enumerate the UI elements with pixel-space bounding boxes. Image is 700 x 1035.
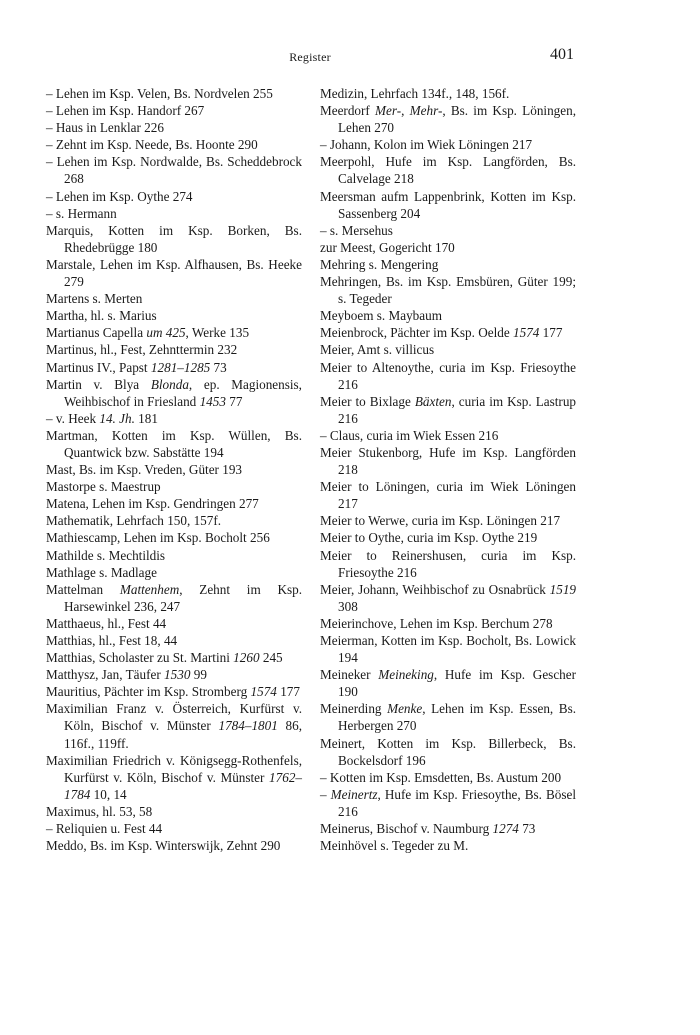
index-entry: – s. Mersehus (320, 222, 393, 238)
index-entry: Mastorpe s. Maestrup (46, 479, 161, 495)
index-entry: Meinert, Kotten im Ksp. Billerbeck, Bs. Bockelsdorf 196 (320, 735, 576, 768)
index-entry: Meier to Altenoythe, curia im Ksp. Friesoythe 216 (320, 359, 576, 392)
index-entry: Meerdorf Mer-, Mehr-, Bs. im Ksp. Löningen, Lehen 270 (320, 103, 577, 136)
index-entry: Maximilian Franz v. Österreich, Kurfürst v. Köln, Bischof v. Münster 1784–1801 86, 116f., 119ff. (46, 701, 303, 751)
index-entry: Martha, hl. s. Marius (46, 308, 157, 324)
index-entry: Meier to Bixlage Bäxten, curia im Ksp. Lastrup 216 (320, 393, 577, 426)
index-entry: Matthysz, Jan, Täufer 1530 99 (46, 667, 207, 683)
index-entry: Martens s. Merten (46, 291, 143, 307)
index-entry: Mathilde s. Mechtildis (46, 547, 166, 563)
index-entry: Martman, Kotten im Ksp. Wüllen, Bs. Quantwick bzw. Sabstätte 194 (46, 427, 302, 460)
index-entry: Meddo, Bs. im Ksp. Winterswijk, Zehnt 290 (46, 838, 281, 854)
index-entry: – Lehen im Ksp. Handorf 267 (46, 103, 205, 119)
index-entry: Mauritius, Pächter im Ksp. Stromberg 1574 177 (46, 684, 300, 700)
index-entry: Meinerding Menke, Lehen im Ksp. Essen, Bs. Herbergen 270 (320, 701, 576, 734)
index-entry: Mathematik, Lehrfach 150, 157f. (46, 513, 222, 529)
index-entry: Martinus IV., Papst 1281–1285 73 (46, 359, 227, 375)
index-entry: Mathiescamp, Lehen im Ksp. Bocholt 256 (46, 530, 270, 546)
index-entry: Mast, Bs. im Ksp. Vreden, Güter 193 (46, 462, 243, 478)
index-entry: Meier, Amt s. villicus (320, 342, 435, 358)
index-entry: Meienbrock, Pächter im Ksp. Oelde 1574 177 (320, 325, 563, 341)
index-entry: Meyboem s. Maybaum (320, 308, 442, 324)
running-head: Register (289, 50, 331, 64)
index-entry: Meier Stukenborg, Hufe im Ksp. Langförden 218 (320, 444, 576, 478)
index-entry: Martin v. Blya Blonda, ep. Magionensis, Weihbischof in Friesland 1453 77 (46, 376, 302, 409)
index-entry: Marstale, Lehen im Ksp. Alfhausen, Bs. Heeke 279 (46, 256, 302, 290)
index-entry: Matthaeus, hl., Fest 44 (46, 615, 167, 631)
index-entry: Meier to Löningen, curia im Wiek Löningen 217 (320, 479, 576, 512)
index-entry: – Zehnt im Ksp. Neede, Bs. Hoonte 290 (46, 137, 258, 153)
index-entry: Meier to Reinershusen, curia im Ksp. Friesoythe 216 (320, 547, 576, 580)
index-entry: Mattelman Mattenhem, Zehnt im Ksp. Harsewinkel 236, 247 (46, 581, 302, 614)
index-entry: Matena, Lehen im Ksp. Gendringen 277 (46, 496, 259, 512)
index-entry: Mehringen, Bs. im Ksp. Emsbüren, Güter 199; s. Tegeder (320, 274, 576, 307)
index-entry: Meier, Johann, Weihbischof zu Osnabrück 1519 308 (320, 581, 576, 614)
index-entry: – Reliquien u. Fest 44 (46, 821, 163, 837)
index-entry: – Haus in Lenklar 226 (46, 120, 164, 136)
index-entry: – Meinertz, Hufe im Ksp. Friesoythe, Bs. Bösel 216 (320, 786, 576, 819)
index-entry: Matthias, hl., Fest 18, 44 (46, 633, 178, 648)
index-entry: – s. Hermann (46, 205, 117, 221)
index-entry: – Claus, curia im Wiek Essen 216 (320, 427, 499, 443)
index-entry: Meier to Oythe, curia im Ksp. Oythe 219 (320, 530, 538, 546)
index-entry: Meierinchove, Lehen im Ksp. Berchum 278 (320, 615, 553, 631)
index-entry: Martianus Capella um 425, Werke 135 (46, 325, 250, 341)
index-entry: Meersman aufm Lappenbrink, Kotten im Ksp. Sassenberg 204 (320, 188, 576, 221)
left-column (46, 85, 302, 854)
index-entry: Mehring s. Mengering (320, 256, 439, 272)
index-entry: Meinhövel s. Tegeder zu M. (320, 838, 469, 854)
index-entry: Mathlage s. Madlage (46, 564, 157, 580)
index-entry: Meierman, Kotten im Ksp. Bocholt, Bs. Lowick 194 (320, 633, 576, 666)
index-entry: Meineker Meineking, Hufe im Ksp. Gescher 190 (320, 667, 577, 700)
index-entry: Meinerus, Bischof v. Naumburg 1274 73 (320, 821, 536, 837)
page-number: 401 (550, 46, 574, 63)
index-entry: Marquis, Kotten im Ksp. Borken, Bs. Rhedebrügge 180 (46, 222, 302, 255)
index-entry: Medizin, Lehrfach 134f., 148, 156f. (320, 86, 510, 101)
index-entry: Maximilian Friedrich v. Königsegg-Rothenfels, Kurfürst v. Köln, Bischof v. Münster 1762–1784 10, 14 (46, 752, 302, 802)
index-entry: Maximus, hl. 53, 58 (46, 803, 153, 819)
index-entry: Matthias, Scholaster zu St. Martini 1260 245 (46, 650, 283, 666)
index-entry: – Johann, Kolon im Wiek Löningen 217 (320, 137, 533, 153)
index-entry: zur Meest, Gogericht 170 (320, 239, 455, 255)
index-entry: – Kotten im Ksp. Emsdetten, Bs. Austum 200 (320, 769, 562, 785)
index-entry: – v. Heek 14. Jh. 181 (46, 410, 158, 426)
page-header (46, 46, 574, 66)
index-entry: – Lehen im Ksp. Nordwalde, Bs. Scheddebrock 268 (46, 154, 302, 187)
index-entry: – Lehen im Ksp. Velen, Bs. Nordvelen 255 (46, 86, 273, 101)
index-entry: – Lehen im Ksp. Oythe 274 (46, 188, 193, 204)
index-entry: Martinus, hl., Fest, Zehnttermin 232 (46, 342, 238, 358)
right-column (320, 85, 576, 854)
index-entry: Meier to Werwe, curia im Ksp. Löningen 217 (320, 513, 561, 529)
index-entry: Meerpohl, Hufe im Ksp. Langförden, Bs. Calvelage 218 (320, 154, 576, 187)
